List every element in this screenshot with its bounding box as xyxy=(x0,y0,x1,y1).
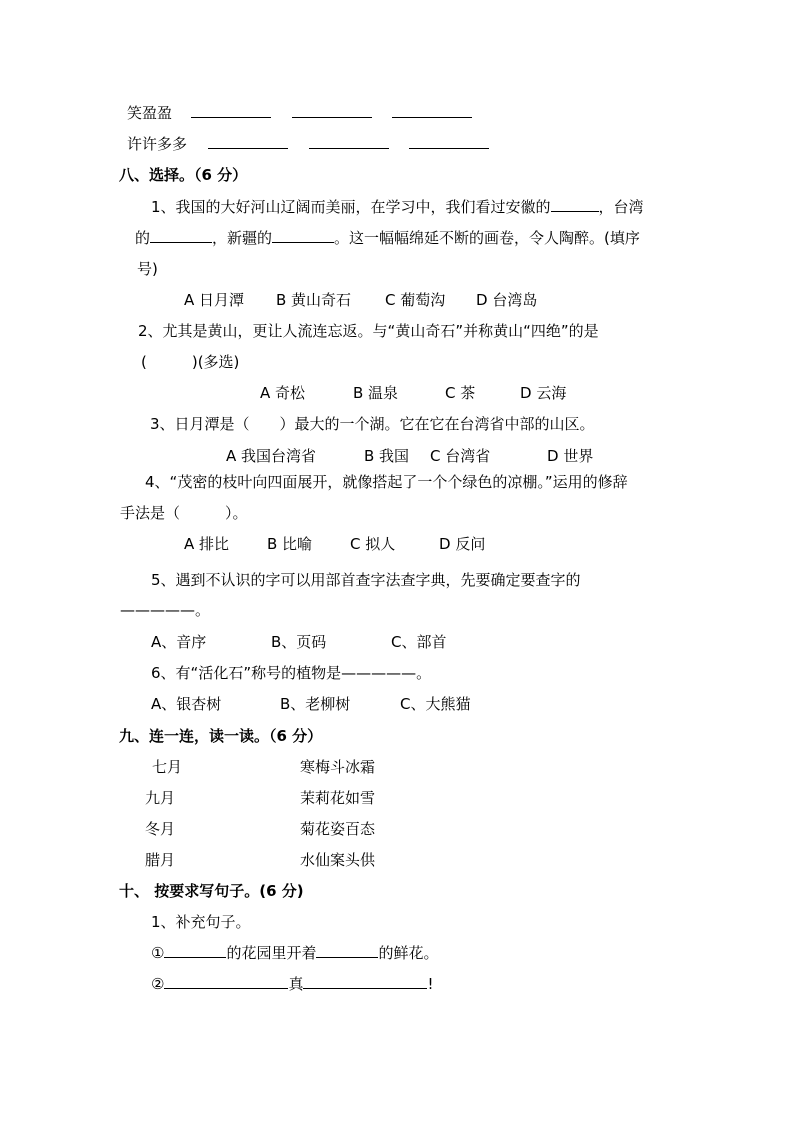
question-4-line-2: 手法是（ ）。 xyxy=(120,504,248,522)
q3-option-c[interactable]: C 台湾省 xyxy=(430,447,491,465)
word-row-1 xyxy=(127,103,472,123)
q6-option-b[interactable]: B、老柳树 xyxy=(280,695,351,713)
match-right-item[interactable]: 寒梅斗冰霜 xyxy=(300,758,376,776)
q6-option-a[interactable]: A、银杏树 xyxy=(151,695,222,713)
sentence-2 xyxy=(151,974,433,994)
word-label: 笑盈盈 xyxy=(127,104,173,122)
q3-option-b[interactable]: B 我国 xyxy=(364,447,410,465)
match-left-item[interactable]: 九月 xyxy=(145,789,176,807)
answer-blank[interactable] xyxy=(164,956,226,958)
q1-option-d[interactable]: D 台湾岛 xyxy=(476,291,538,309)
q4-option-c[interactable]: C 拟人 xyxy=(350,535,396,553)
question-4-line-1: 4、“茂密的枝叶向四面展开，就像搭起了一个个绿色的凉棚。”运用的修辞 xyxy=(145,473,628,491)
question-text: ，台湾 xyxy=(598,198,644,216)
circled-number: ① xyxy=(151,944,165,962)
q5-option-b[interactable]: B、页码 xyxy=(271,633,327,651)
q4-option-d[interactable]: D 反问 xyxy=(439,535,486,553)
question-text: 1、我国的大好河山辽阔而美丽，在学习中，我们看过安徽的 xyxy=(151,198,551,216)
answer-blank[interactable] xyxy=(316,956,378,958)
question-5-line-1: 5、遇到不认识的字可以用部首查字法查字典，先要确定要查字的 xyxy=(151,571,581,589)
q5-option-c[interactable]: C、部首 xyxy=(391,633,447,651)
q1-option-a[interactable]: A 日月潭 xyxy=(184,291,245,309)
section-10-heading: 十、 按要求写句子。(6 分) xyxy=(119,882,304,900)
answer-blank[interactable] xyxy=(309,147,389,149)
match-right-item[interactable]: 菊花姿百态 xyxy=(300,820,376,838)
q5-option-a[interactable]: A、音序 xyxy=(151,633,207,651)
question-2-line-2: ( )(多选) xyxy=(141,353,240,371)
section-8-heading: 八、选择。（6 分） xyxy=(119,166,248,184)
match-right-item[interactable]: 茉莉花如雪 xyxy=(300,789,376,807)
q2-option-d[interactable]: D 云海 xyxy=(520,384,567,402)
q3-option-d[interactable]: D 世界 xyxy=(547,447,594,465)
question-5-line-2: —————。 xyxy=(120,601,211,619)
match-left-item[interactable]: 腊月 xyxy=(145,851,176,869)
match-right-item[interactable]: 水仙案头供 xyxy=(300,851,376,869)
sub-question-1: 1、补充句子。 xyxy=(151,913,251,931)
answer-blank[interactable] xyxy=(409,147,489,149)
circled-number: ② xyxy=(151,975,165,993)
q2-option-a[interactable]: A 奇松 xyxy=(260,384,306,402)
word-row-2 xyxy=(127,134,489,154)
answer-blank[interactable] xyxy=(303,987,427,989)
answer-blank[interactable] xyxy=(191,116,271,118)
q2-option-c[interactable]: C 茶 xyxy=(445,384,476,402)
question-6: 6、有“活化石”称号的植物是—————。 xyxy=(151,664,432,682)
q1-option-c[interactable]: C 葡萄沟 xyxy=(385,291,446,309)
q6-option-c[interactable]: C、大熊猫 xyxy=(400,695,471,713)
answer-blank[interactable] xyxy=(392,116,472,118)
sentence-text: 的鲜花。 xyxy=(378,944,439,962)
sentence-text: 的花园里开着 xyxy=(226,944,317,962)
question-1-line-2 xyxy=(135,228,640,248)
question-3: 3、日月潭是（ ）最大的一个湖。它在它在台湾省中部的山区。 xyxy=(150,415,595,433)
match-left-item[interactable]: 七月 xyxy=(152,758,183,776)
question-text: ，新疆的 xyxy=(212,229,273,247)
q2-option-b[interactable]: B 温泉 xyxy=(353,384,399,402)
sentence-1 xyxy=(151,943,438,963)
question-1-line-1 xyxy=(151,197,644,217)
word-label: 许许多多 xyxy=(127,135,188,153)
q4-option-b[interactable]: B 比喻 xyxy=(267,535,313,553)
sentence-text: ! xyxy=(427,975,434,993)
q3-option-a[interactable]: A 我国台湾省 xyxy=(226,447,317,465)
match-left-item[interactable]: 冬月 xyxy=(145,820,176,838)
answer-blank[interactable] xyxy=(150,241,212,243)
answer-blank[interactable] xyxy=(208,147,288,149)
answer-blank[interactable] xyxy=(272,241,334,243)
question-text: 。这一幅幅绵延不断的画卷，令人陶醉。(填序 xyxy=(334,229,640,247)
answer-blank[interactable] xyxy=(292,116,372,118)
question-text: 的 xyxy=(135,229,151,247)
q4-option-a[interactable]: A 排比 xyxy=(184,535,230,553)
question-2-line-1: 2、尤其是黄山，更让人流连忘返。与“黄山奇石”并称黄山“四绝”的是 xyxy=(138,322,599,340)
q1-option-b[interactable]: B 黄山奇石 xyxy=(276,291,352,309)
sentence-text: 真 xyxy=(288,975,304,993)
question-1-line-3: 号) xyxy=(137,260,158,278)
section-9-heading: 九、连一连，读一读。（6 分） xyxy=(119,727,323,745)
answer-blank[interactable] xyxy=(164,987,288,989)
answer-blank[interactable] xyxy=(551,210,599,212)
